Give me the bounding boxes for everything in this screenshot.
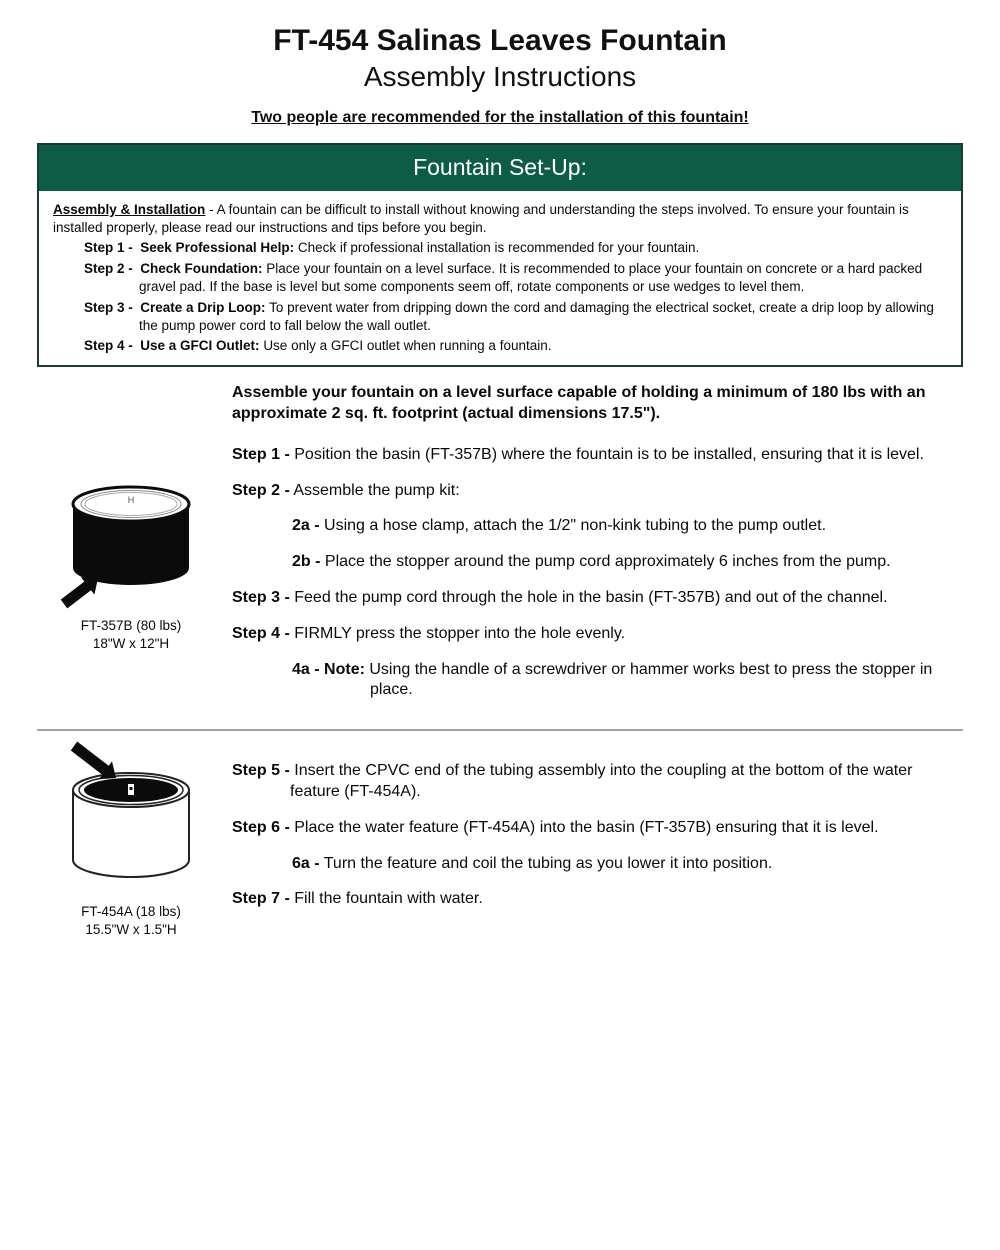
setup-step-2-label: Step 2 - xyxy=(84,261,133,277)
setup-step-2-text: Place your fountain on a level surface. It is recommended to place your fountain on concrete or a hard packed gravel pad. If the base is level but some components seem off, rotate components or use wedges to level them. xyxy=(139,261,923,294)
water-feature-illustration xyxy=(56,738,206,898)
assembly-step-2a-label: 2a - xyxy=(292,517,320,535)
assembly-step-2-label: Step 2 - xyxy=(232,481,290,499)
setup-step-2 xyxy=(84,260,947,296)
arrow-icon xyxy=(71,742,116,780)
assembly-step-3-text: Feed the pump cord through the hole in the basin (FT-357B) and out of the channel. xyxy=(294,588,888,606)
assembly-step-3-label: Step 3 - xyxy=(232,588,290,606)
assembly-step-4a-text: Using the handle of a screwdriver or hammer works best to press the stopper in place. xyxy=(369,660,933,699)
basin-caption-line1: FT-357B (80 lbs) xyxy=(80,618,182,633)
section-divider xyxy=(37,729,963,731)
assembly-step-5-label: Step 5 - xyxy=(232,762,290,780)
assembly-step-4-text: FIRMLY press the stopper into the hole evenly. xyxy=(294,624,626,642)
assembly-step-7 xyxy=(232,889,960,910)
assembly-step-5 xyxy=(232,761,960,803)
assembly-step-7-label: Step 7 - xyxy=(232,890,290,908)
setup-intro-heading: Assembly & Installation xyxy=(53,201,206,217)
assembly-step-6-label: Step 6 - xyxy=(232,818,290,836)
assembly-step-2-text: Assemble the pump kit: xyxy=(293,481,460,499)
setup-step-2-name: Check Foundation: xyxy=(140,261,263,277)
water-feature-caption-line2: 15.5"W x 1.5"H xyxy=(85,922,177,938)
setup-step-4-text: Use only a GFCI outlet when running a fountain. xyxy=(263,338,552,354)
setup-step-1-label: Step 1 - xyxy=(84,240,133,256)
setup-intro xyxy=(53,201,947,237)
assembly-step-2a-text: Using a hose clamp, attach the 1/2" non-kink tubing to the pump outlet. xyxy=(324,517,827,535)
assembly-step-3 xyxy=(232,588,960,609)
assembly-step-7-text: Fill the fountain with water. xyxy=(294,890,483,908)
assembly-step-4a-note-label: Note: xyxy=(324,660,365,678)
assembly-step-4a xyxy=(292,660,960,702)
installation-note: Two people are recommended for the installation of this fountain! xyxy=(251,108,749,126)
basin-caption-line2: 18"W x 12"H xyxy=(92,636,170,652)
setup-box-header: Fountain Set-Up: xyxy=(39,145,961,191)
assembly-step-5-text: Insert the CPVC end of the tubing assembly into the coupling at the bottom of the water feature (FT-454A). xyxy=(290,762,913,800)
assembly-step-1-label: Step 1 - xyxy=(232,445,290,463)
document-header xyxy=(0,0,1000,127)
assembly-step-6a-text: Turn the feature and coil the tubing as you lower it into position. xyxy=(323,854,773,872)
assembly-step-2a xyxy=(292,516,960,537)
basin-illustration xyxy=(56,460,206,612)
assembly-step-4 xyxy=(232,624,960,645)
setup-step-4-name: Use a GFCI Outlet: xyxy=(140,338,260,354)
arrow-icon xyxy=(61,577,98,608)
setup-box xyxy=(37,143,963,368)
setup-step-3-name: Create a Drip Loop: xyxy=(140,299,266,315)
setup-step-1-text: Check if professional installation is recommended for your fountain. xyxy=(297,240,700,256)
water-feature-caption xyxy=(36,903,226,939)
water-feature-caption-line1: FT-454A (18 lbs) xyxy=(81,904,181,919)
assembly-step-4a-label: 4a - xyxy=(292,660,320,678)
assembly-step-2b-label: 2b - xyxy=(292,553,321,571)
assembly-step-1 xyxy=(232,445,960,466)
setup-step-4-label: Step 4 - xyxy=(84,338,133,354)
assembly-step-2 xyxy=(232,481,960,502)
assembly-part2 xyxy=(232,761,960,910)
setup-step-3-text: To prevent water from dripping down the cord and damaging the electrical socket, create a drip loop by allowing the pump power cord to fall below the wall outlet. xyxy=(139,299,934,333)
feature-center-dot xyxy=(130,787,133,790)
water-feature-figure xyxy=(36,738,226,939)
assembly-step-2b xyxy=(292,552,960,573)
assembly-step-6a-label: 6a - xyxy=(292,854,320,872)
setup-step-3 xyxy=(84,299,947,335)
page-subtitle: Assembly Instructions xyxy=(363,60,637,92)
assembly-intro: Assemble your fountain on a level surface capable of holding a minimum of 180 lbs with an approximate 2 sq. ft. footprint (actual dimensions 17.5"). xyxy=(232,384,926,422)
basin-hole-mark: H xyxy=(127,495,135,505)
assembly-step-2b-text: Place the stopper around the pump cord approximately 6 inches from the pump. xyxy=(324,553,891,571)
setup-step-1 xyxy=(84,239,947,257)
setup-step-3-label: Step 3 - xyxy=(84,299,133,315)
basin-caption xyxy=(36,617,226,653)
assembly-step-6 xyxy=(232,818,960,839)
assembly-step-1-text: Position the basin (FT-357B) where the fountain is to be installed, ensuring that it is level. xyxy=(294,445,924,463)
setup-box-body xyxy=(39,191,961,366)
setup-intro-text: - A fountain can be difficult to install without knowing and understanding the steps involved. To ensure your fountain is installed properly, please read our instructions and tips before you begin. xyxy=(53,201,909,235)
setup-step-4 xyxy=(84,337,947,355)
assembly-part1 xyxy=(232,383,960,701)
page-title: FT-454 Salinas Leaves Fountain xyxy=(273,24,727,57)
setup-step-1-name: Seek Professional Help: xyxy=(140,240,295,256)
assembly-step-6-text: Place the water feature (FT-454A) into the basin (FT-357B) ensuring that it is level. xyxy=(294,818,879,836)
assembly-step-4-label: Step 4 - xyxy=(232,624,290,642)
assembly-step-6a xyxy=(292,854,960,875)
basin-figure xyxy=(36,460,226,653)
